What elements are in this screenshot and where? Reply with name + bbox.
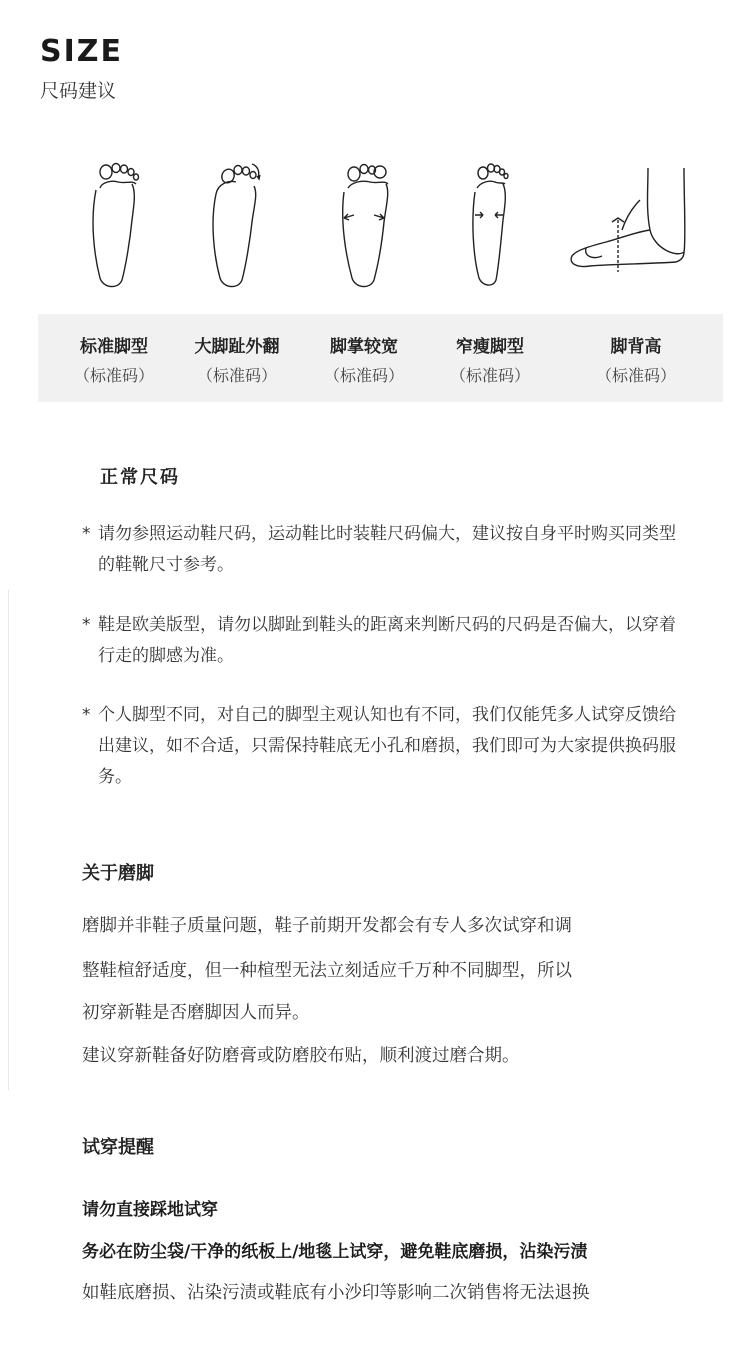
foot-type-tag: （标准码） [323,366,404,385]
foot-type-tag: （标准码） [449,366,530,385]
try-on-warning: 请勿直接踩地试穿 [82,1200,218,1220]
bunion-foot-icon [208,160,268,292]
blister-line: 初穿新鞋是否磨脚因人而异。 [82,1003,310,1023]
bullet-star-icon: * [82,615,91,635]
note-text: 个人脚型不同，对自己的脚型主观认知也有不同，我们仅能凭多人试穿反馈给出建议，如不合适，只需保持鞋底无小孔和磨损，我们即可为大家提供换码服务。 [98,705,676,787]
foot-illustrations [38,160,723,300]
foot-type-band [38,314,723,402]
note-item [82,519,682,581]
note-text: 请勿参照运动鞋尺码，运动鞋比时装鞋尺码偏大，建议按自身平时购买同类型的鞋靴尺寸参考。 [98,524,676,575]
note-text: 鞋是欧美版型，请勿以脚趾到鞋头的距离来判断尺码的尺码是否偏大，以穿着行走的脚感为准。 [98,615,676,666]
wide-foot-icon [338,160,398,292]
foot-type-name: 脚背高 [610,337,662,357]
foot-type-wide [304,332,424,386]
normal-size-heading: 正常尺码 [100,467,180,488]
foot-type-name: 标准脚型 [80,337,148,357]
foot-type-bunion [177,332,297,386]
bullet-star-icon: * [82,705,91,725]
foot-type-tag: （标准码） [73,366,154,385]
foot-type-tag: （标准码） [595,366,676,385]
high-instep-foot-icon [566,160,696,280]
blister-line: 磨脚并非鞋子质量问题，鞋子前期开发都会有专人多次试穿和调 [82,916,572,936]
foot-type-tag: （标准码） [196,366,277,385]
bullet-star-icon: * [82,524,91,544]
try-on-instruction: 务必在防尘袋/干净的纸板上/地毯上试穿，避免鞋底磨损，沾染污渍 [82,1242,588,1262]
try-on-policy: 如鞋底磨损、沾染污渍或鞋底有小沙印等影响二次销售将无法退换 [82,1283,590,1303]
foot-type-narrow [430,332,550,386]
foot-type-name: 大脚趾外翻 [194,337,280,357]
foot-type-high-instep [576,332,696,386]
standard-foot-icon [88,160,148,292]
foot-type-standard [54,332,174,386]
blister-heading: 关于磨脚 [82,863,154,884]
try-on-heading: 试穿提醒 [82,1137,154,1158]
foot-type-name: 脚掌较宽 [330,337,398,357]
narrow-foot-icon [463,160,523,292]
note-item [82,610,682,672]
blister-line: 整鞋楦舒适度，但一种楦型无法立刻适应千万种不同脚型，所以 [82,961,572,981]
left-divider [8,590,9,1090]
page-title: SIZE [40,34,124,69]
foot-type-name: 窄瘦脚型 [456,337,524,357]
page-subtitle: 尺码建议 [40,80,117,102]
note-item [82,700,692,793]
blister-line: 建议穿新鞋备好防磨膏或防磨胶布贴，顺利渡过磨合期。 [82,1046,520,1066]
